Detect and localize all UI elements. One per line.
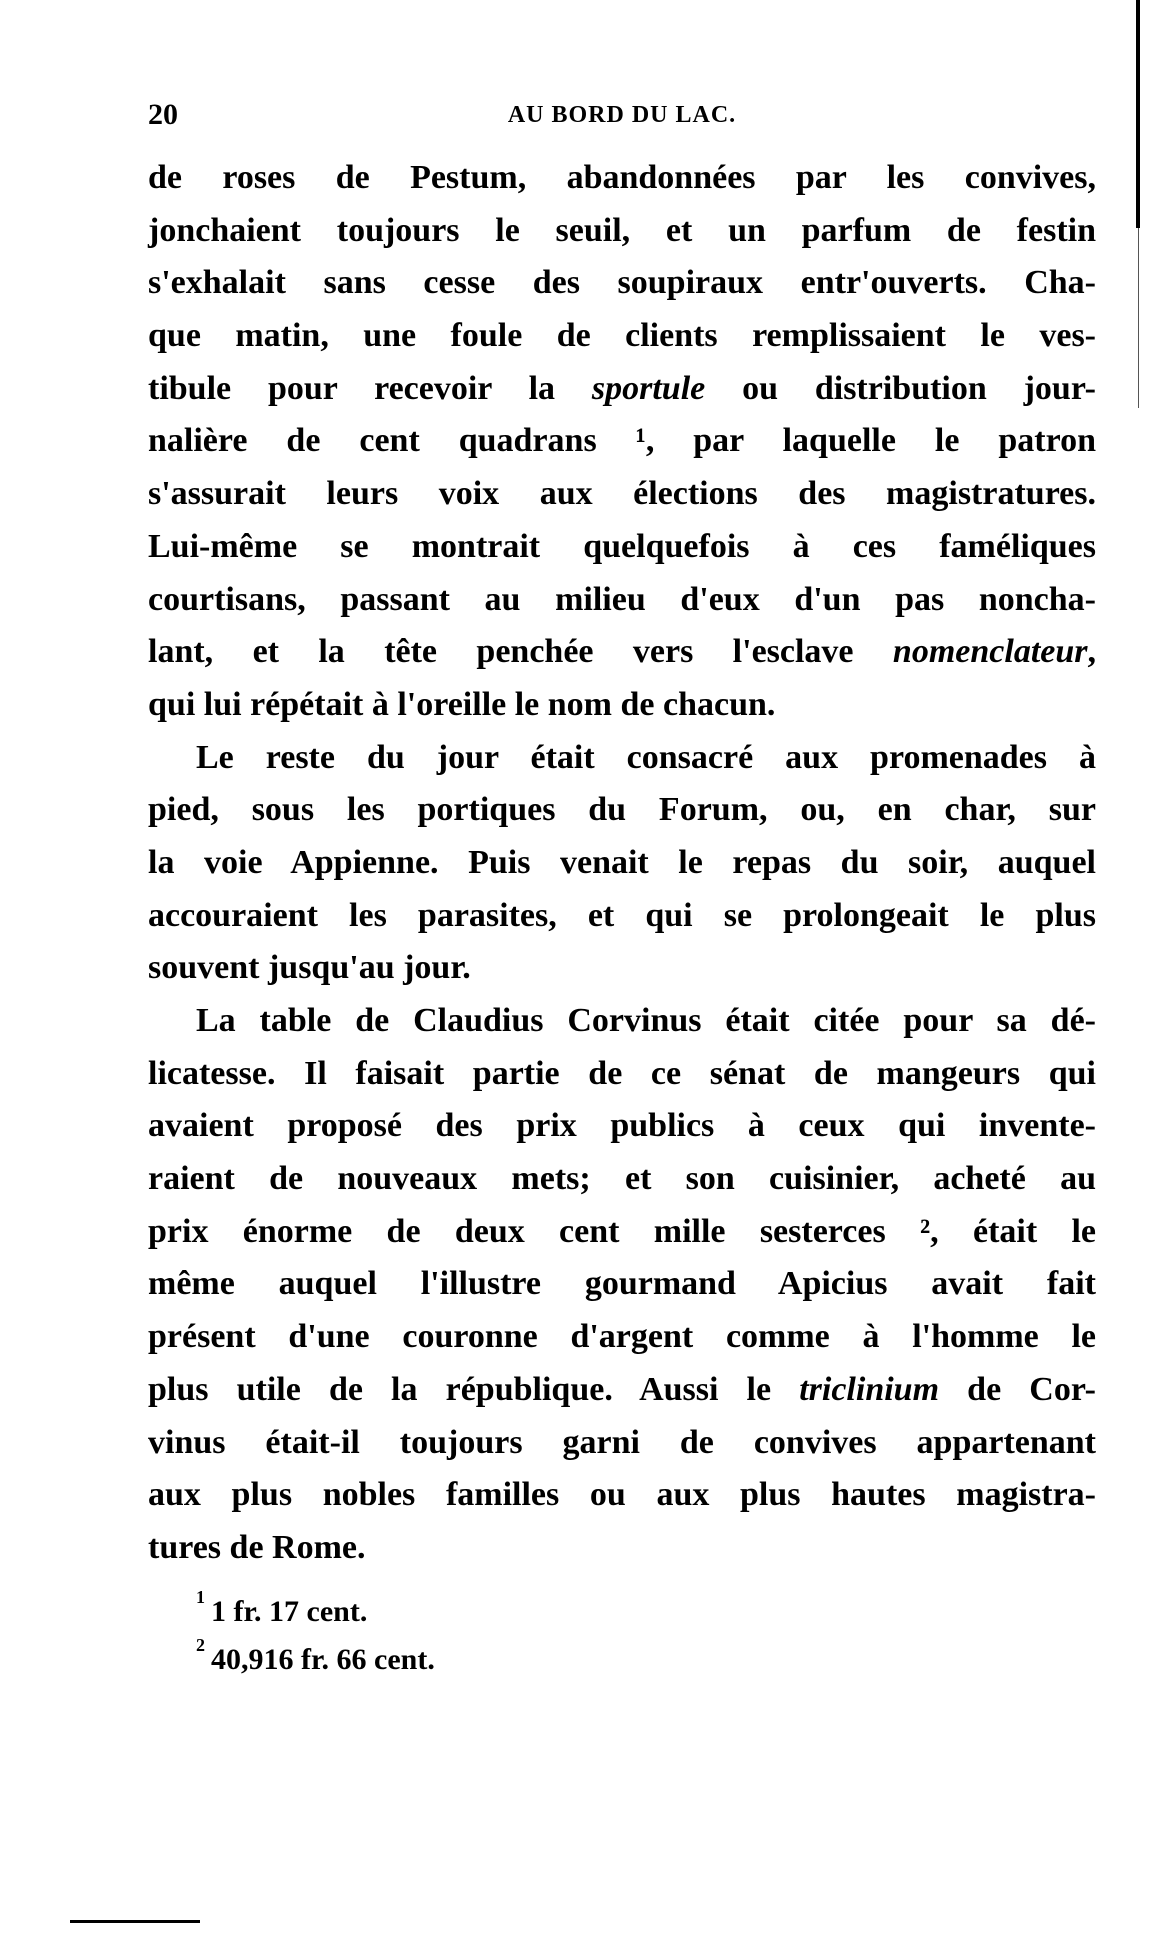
italic-term: sportule [591,369,706,407]
footnote-mark: 2 [196,1635,205,1655]
text-line: de roses de Pestum, abandonnées par les convives, [148,159,1096,196]
page-header [148,98,1096,138]
text-line: la voie Appienne. Puis venait le repas du soir, auquel [148,843,1096,881]
text-line: souvent jusqu'au jour. [148,949,471,987]
text-line [148,363,1096,416]
text-line: nalière de cent quadrans ¹, par laquelle le patron [148,422,1096,460]
text-line: s'exhalait sans cesse des soupiraux entr'ouverts. Cha- [148,264,1096,302]
text-line: Lui-même se montrait quelquefois à ces faméliques [148,527,1096,565]
text-line [148,626,1096,679]
page-edge-line [1138,228,1139,408]
footnote-text: 1 fr. 17 cent. [211,1595,368,1628]
text-line: tures de Rome. [148,1528,366,1566]
text-line: vinus était-il toujours garni de convives appartenant [148,1423,1096,1461]
text-line: prix énorme de deux cent mille sesterces ², était le [148,1212,1096,1250]
text-line: aux plus nobles familles ou aux plus hautes magistra- [148,1476,1096,1514]
footnote-text: 40,916 fr. 66 cent. [211,1643,435,1676]
text-line: avaient proposé des prix publics à ceux qui invente- [148,1107,1096,1145]
footnotes [196,1588,435,1684]
text-line: que matin, une foule de clients remplissaient le ves- [148,317,1096,355]
text-segment: tibule pour recevoir la [148,369,592,407]
footnote [196,1588,435,1636]
text-segment: lant, et la tête penchée vers l'esclave [148,633,893,671]
signature-rule [70,1920,200,1923]
text-line: accouraient les parasites, et qui se prolongeait le plus [148,896,1096,934]
body-text [148,152,1096,1575]
footnote-mark: 1 [196,1587,205,1607]
italic-term: nomenclateur [892,633,1088,671]
text-line: licatesse. Il faisait partie de ce sénat de mangeurs qui [148,1054,1096,1092]
text-line: La table de Claudius Corvinus était citée pour sa dé- [196,1002,1096,1039]
text-line: raient de nouveaux mets; et son cuisinier, acheté au [148,1160,1096,1198]
text-line: pied, sous les portiques du Forum, ou, en char, sur [148,791,1096,829]
text-line: Le reste du jour était consacré aux promenades à [196,738,1096,776]
italic-term: triclinium [799,1370,940,1408]
running-title: AU BORD DU LAC. [507,102,737,128]
text-segment: plus utile de la république. Aussi le [148,1370,800,1408]
text-segment: ou distribution jour- [705,369,1096,407]
page-number: 20 [148,98,178,131]
footnote [196,1636,435,1684]
page-edge-bar [1136,0,1140,228]
text-line: même auquel l'illustre gourmand Apicius avait fait [148,1265,1096,1303]
text-segment: , [1087,633,1096,671]
text-line: qui lui répétait à l'oreille le nom de chacun. [148,685,776,723]
text-line: courtisans, passant au milieu d'eux d'un pas noncha- [148,580,1096,618]
text-line: présent d'une couronne d'argent comme à l'homme le [148,1318,1096,1356]
text-line: s'assurait leurs voix aux élections des magistratures. [148,475,1096,513]
text-line [148,1364,1096,1417]
text-line: jonchaient toujours le seuil, et un parfum de festin [148,211,1096,249]
text-segment: de Cor- [939,1370,1096,1408]
